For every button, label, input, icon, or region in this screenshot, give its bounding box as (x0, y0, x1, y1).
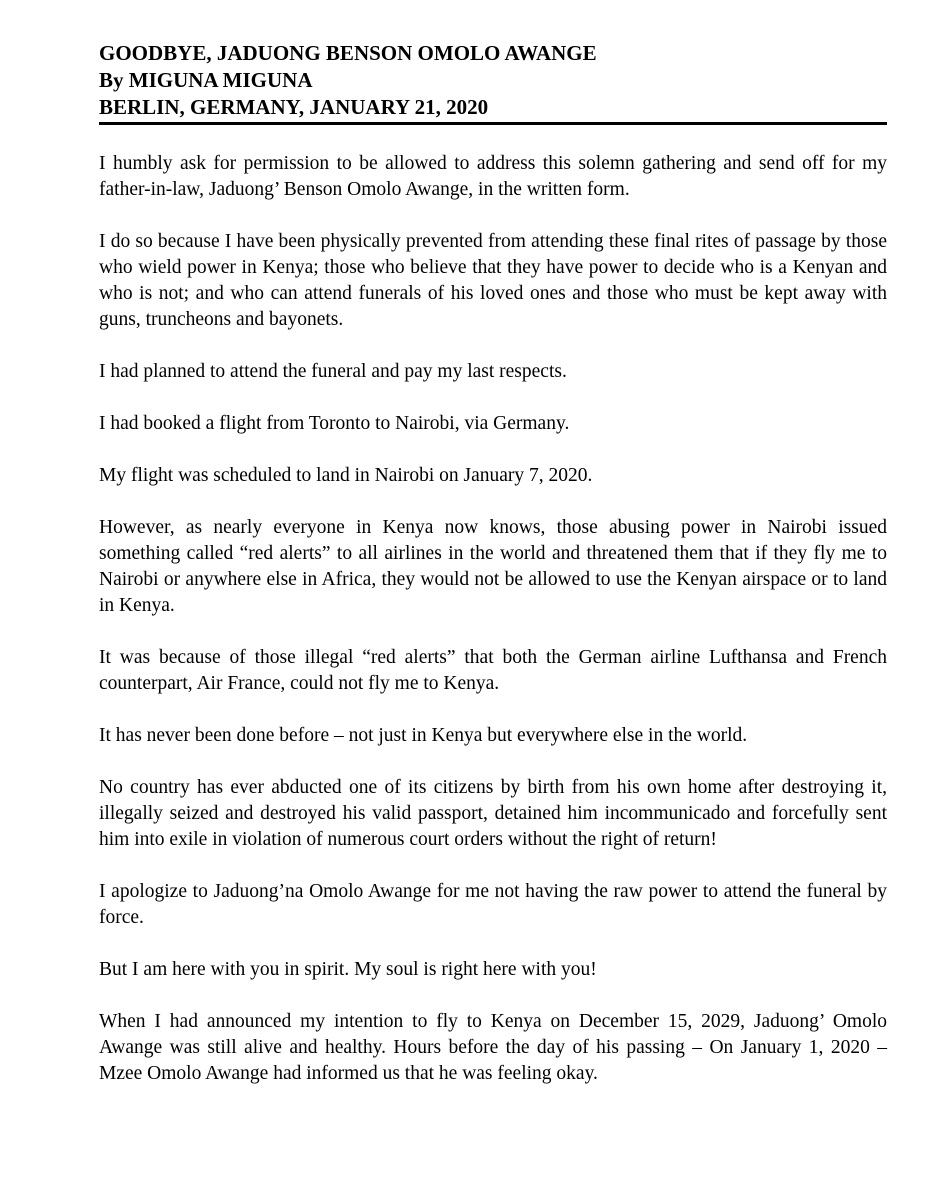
paragraph: No country has ever abducted one of its citizens by birth from his own home after destroying it, illegally seized and destroyed his valid passport, detained him incommunicado and forcefully sent him into exile in violation of numerous court orders without the right of return! (99, 777, 887, 850)
paragraph: My flight was scheduled to land in Nairobi on January 7, 2020. (99, 465, 593, 486)
document-header (99, 40, 887, 125)
paragraph: I apologize to Jaduong’na Omolo Awange for me not having the raw power to attend the funeral by force. (99, 881, 887, 928)
paragraph: I had planned to attend the funeral and pay my last respects. (99, 361, 567, 382)
document-page (99, 40, 887, 1113)
paragraph: However, as nearly everyone in Kenya now knows, those abusing power in Nairobi issued something called “red alerts” to all airlines in the world and threatened them that if they fly me to Nairobi or anywhere else in Africa, they would not be allowed to use the Kenyan airspace or to land in Kenya. (99, 517, 887, 616)
paragraph: It was because of those illegal “red alerts” that both the German airline Lufthansa and French counterpart, Air France, could not fly me to Kenya. (99, 647, 887, 694)
document-body (99, 151, 887, 1087)
paragraph: I had booked a flight from Toronto to Nairobi, via Germany. (99, 413, 570, 434)
paragraph: I humbly ask for permission to be allowed to address this solemn gathering and send off for my father-in-law, Jaduong’ Benson Omolo Awange, in the written form. (99, 153, 887, 200)
document-title: GOODBYE, JADUONG BENSON OMOLO AWANGE (99, 41, 597, 65)
document-dateline: BERLIN, GERMANY, JANUARY 21, 2020 (99, 95, 489, 119)
paragraph: But I am here with you in spirit. My soul is right here with you! (99, 959, 597, 980)
paragraph: I do so because I have been physically prevented from attending these final rites of passage by those who wield power in Kenya; those who believe that they have power to decide who is a Kenyan and who is not; and who can attend funerals of his loved ones and those who must be kept away with guns, truncheons and bayonets. (99, 231, 887, 330)
document-byline: By MIGUNA MIGUNA (99, 68, 313, 92)
paragraph: When I had announced my intention to fly to Kenya on December 15, 2029, Jaduong’ Omolo Awange was still alive and healthy. Hours before the day of his passing – On January 1, 2020 – Mzee Omolo Awange had informed us that he was feeling okay. (99, 1011, 887, 1084)
paragraph: It has never been done before – not just in Kenya but everywhere else in the world. (99, 725, 748, 746)
